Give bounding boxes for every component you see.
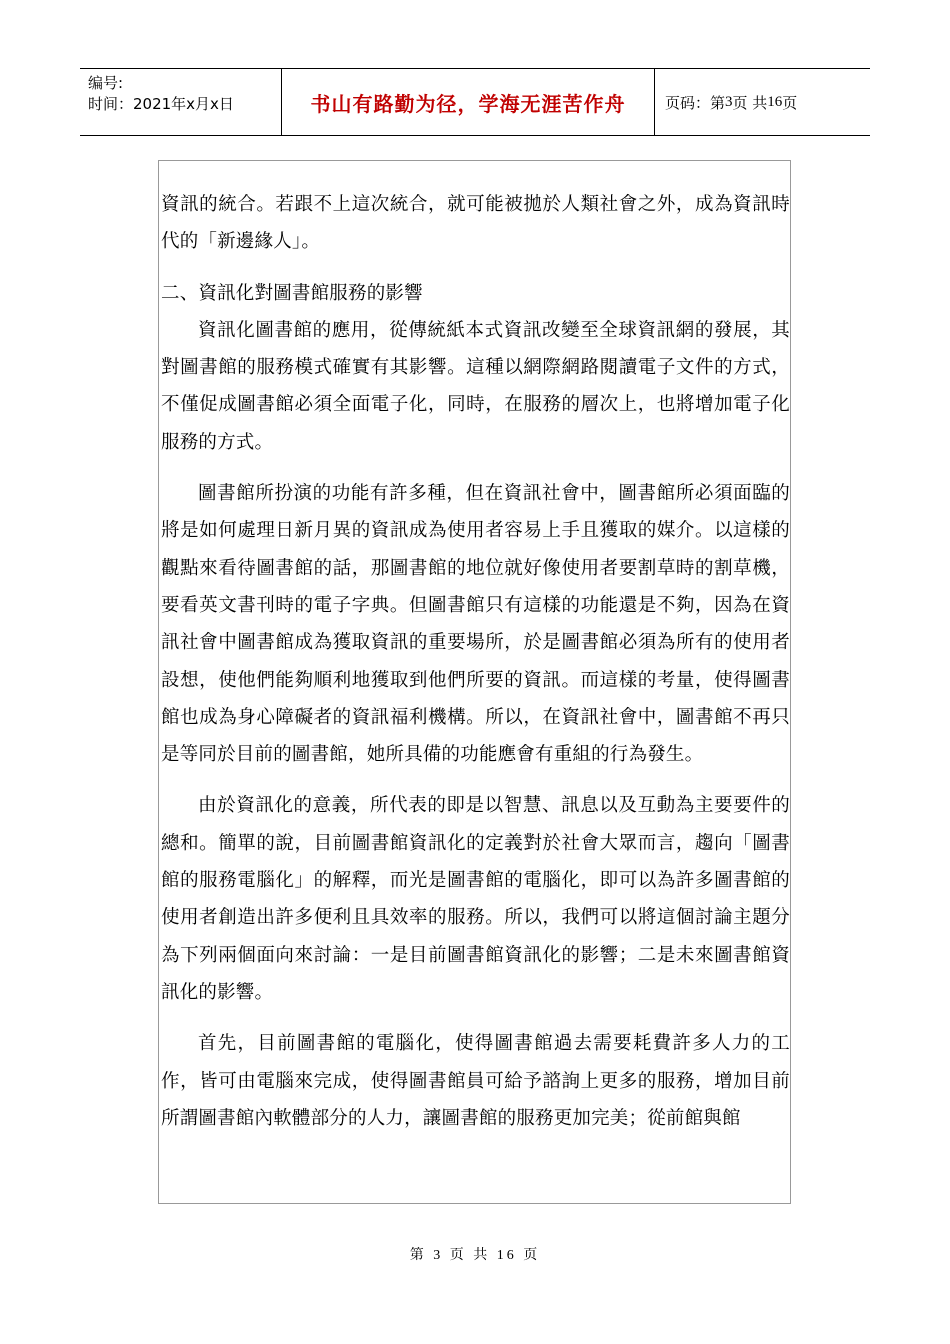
paragraph-3: 圖書館所扮演的功能有許多種，但在資訊社會中，圖書館所必須面臨的將是如何處理日新月異的資訊成為使用者容易上手且獲取的媒介。以這樣的觀點來看待圖書館的話，那圖書館的地位就好像使用者要割草時的割草機，要看英文書刊時的電子字典。但圖書館只有這樣的功能還是不夠，因為在資訊社會中圖書館成為獲取資訊的重要場所，於是圖書館必須為所有的使用者設想，使他們能夠順利地獲取到他們所要的資訊。而這樣的考量，使得圖書館也成為身心障礙者的資訊福利機構。所以，在資訊社會中，圖書館不再只是等同於目前的圖書館，她所具備的功能應會有重組的行為發生。 xyxy=(161,483,790,766)
paragraph-5: 首先，目前圖書館的電腦化，使得圖書館過去需要耗費許多人力的工作，皆可由電腦來完成，使得圖書館員可給予諮詢上更多的服務，增加目前所謂圖書館內軟體部分的人力，讓圖書館的服務更加完美；從前館與館 xyxy=(161,1033,790,1129)
page-header xyxy=(80,68,870,136)
section-heading: 二、資訊化對圖書館服務的影響 xyxy=(161,282,423,304)
paragraph-continuation: 資訊的統合。若跟不上這次統合，就可能被拋於人類社會之外，成為資訊時代的「新邊緣人」。 xyxy=(161,194,790,253)
header-motto: 书山有路勤为径，学海无涯苦作舟 xyxy=(281,69,655,135)
document-number-label: 编号: xyxy=(88,74,124,92)
header-page-number xyxy=(655,69,870,135)
page-footer: 第 3 页 共 16 页 xyxy=(409,1248,541,1263)
page-middle: 页 共 xyxy=(732,93,768,112)
paragraph-4: 由於資訊化的意義，所代表的即是以智慧、訊息以及互動為主要要件的總和。簡單的說，目前圖書館資訊化的定義對於社會大眾而言，趨向「圖書館的服務電腦化」的解釋，而光是圖書館的電腦化，即可以為許多圖書館的使用者創造出許多便利且具效率的服務。所以，我們可以將這個討論主題分為下列兩個面向來討論：一是目前圖書館資訊化的影響；二是未來圖書館資訊化的影響。 xyxy=(161,795,790,1003)
paragraph-2: 資訊化圖書館的應用，從傳統紙本式資訊改變至全球資訊網的發展，其對圖書館的服務模式確實有其影響。這種以網際網路閱讀電子文件的方式，不僅促成圖書館必須全面電子化，同時，在服務的層次上，也將增加電子化服務的方式。 xyxy=(161,319,790,453)
document-time-label: 时间：2021年x月x日 xyxy=(88,95,234,113)
page-prefix: 页码：第 xyxy=(665,93,726,112)
page-total: 16 xyxy=(767,93,783,110)
content-box xyxy=(158,160,791,1204)
header-info xyxy=(80,69,281,135)
page-current: 3 xyxy=(725,93,733,110)
page-suffix: 页 xyxy=(782,93,798,112)
